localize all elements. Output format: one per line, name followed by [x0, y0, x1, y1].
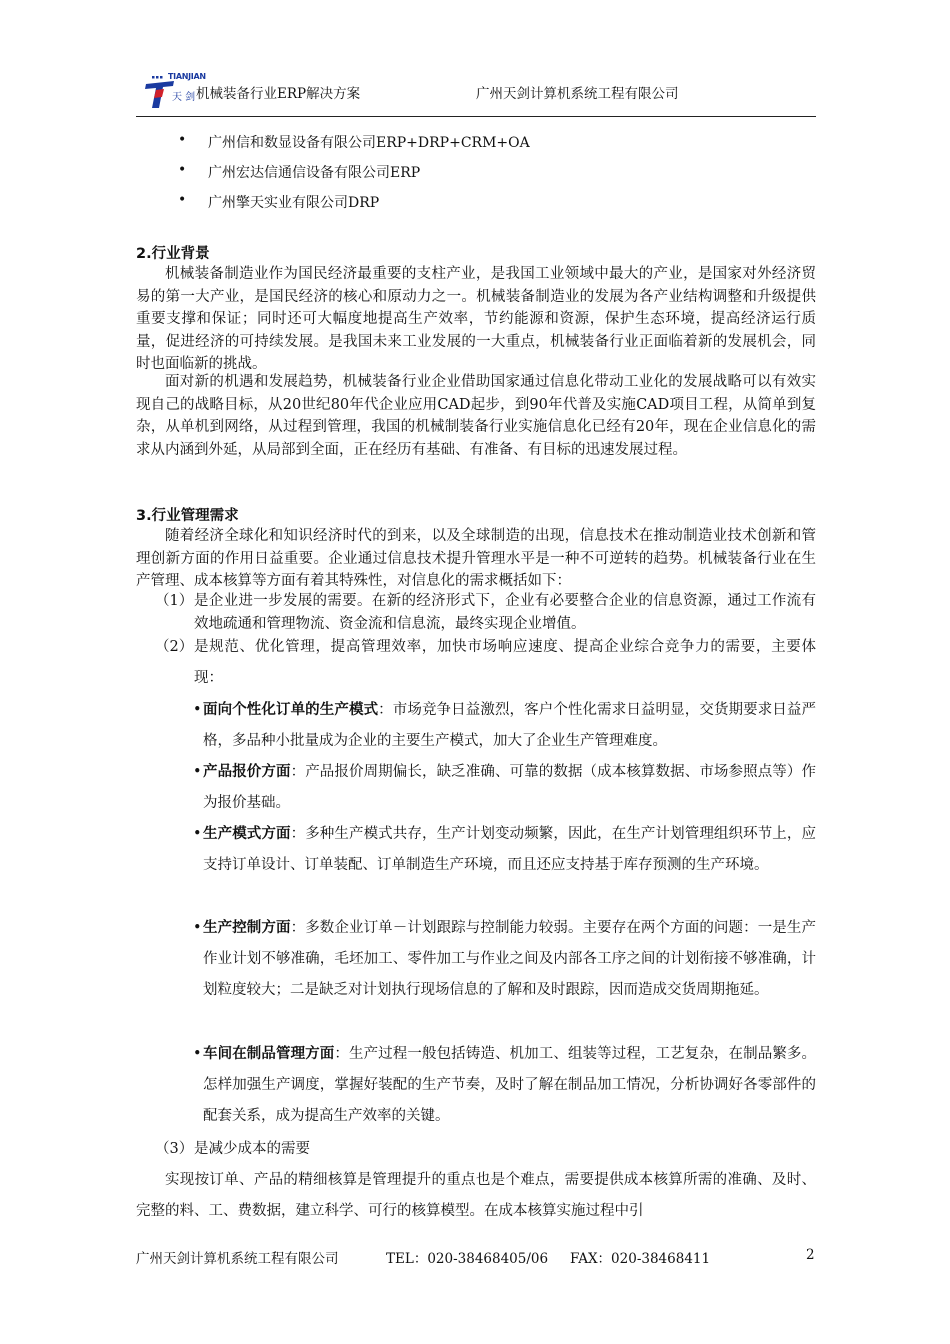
- item-text: 是企业进一步发展的需要。在新的经济形式下，企业有必要整合企业的信息资源，通过工作流有效地疏通和管理物流、资金流和信息流，最终实现企业增值。: [194, 593, 816, 632]
- header-company-name: 广州天剑计算机系统工程有限公司: [476, 86, 679, 102]
- section-title-industry-background: 2.行业背景: [136, 246, 210, 262]
- page-header: [136, 68, 816, 117]
- subitem-title: 生产控制方面: [203, 920, 291, 936]
- bullet-icon: •: [193, 764, 202, 780]
- item-number: （3）: [155, 1141, 194, 1157]
- item-text: 是减少成本的需要: [194, 1141, 310, 1157]
- logo-text-cn: 天 剑: [172, 92, 196, 103]
- paragraph: 实现按订单、产品的精细核算是管理提升的重点也是个难点，需要提供成本核算所需的准确、及时、完整的料、工、费数据，建立科学、可行的核算模型。在成本核算实施过程中引: [136, 1172, 816, 1219]
- bullet-icon: •: [178, 192, 187, 208]
- subitem-text: ：多数企业订单－计划跟踪与控制能力较弱。主要存在两个方面的问题：一是生产作业计划不够准确，毛坯加工、零件加工与作业之间及内部各工序之间的计划衔接不够准确，计划粒度较大；二是缺乏对计划执行现场信息的了解和及时跟踪，因而造成交货周期拖延。: [203, 920, 817, 998]
- subitem-title: 面向个性化订单的生产模式: [203, 702, 379, 718]
- section-title-management-needs: 3.行业管理需求: [136, 508, 239, 524]
- paragraph: 随着经济全球化和知识经济时代的到来，以及全球制造的出现，信息技术在推动制造业技术创新和管理创新方面的作用日益重要。企业通过信息技术提升管理水平是一种不可逆转的趋势。机械装备行业在生产管理、成本核算等方面有着其特殊性，对信息化的需求概括如下：: [136, 528, 816, 589]
- subitem-text: ：生产过程一般包括铸造、机加工、组装等过程，工艺复杂，在制品繁多。怎样加强生产调度，掌握好装配的生产节奏，及时了解在制品加工情况，分析协调好各零部件的配套关系，成为提高生产效率的关键。: [203, 1046, 817, 1124]
- header-solution-title: 机械装备行业ERP解决方案: [196, 86, 361, 102]
- footer-company: 广州天剑计算机系统工程有限公司: [136, 1251, 339, 1267]
- subitem-text: ：产品报价周期偏长，缺乏准确、可靠的数据（成本核算数据、市场参照点等）作为报价基础。: [203, 764, 817, 811]
- item-number: （1）: [155, 593, 194, 609]
- subitem-title: 产品报价方面: [203, 764, 291, 780]
- subitem-text: ：多种生产模式共存，生产计划变动频繁，因此，在生产计划管理组织环节上，应支持订单设计、订单装配、订单制造生产环境，而且还应支持基于库存预测的生产环境。: [203, 826, 817, 873]
- subitem-text: ：市场竞争日益激烈，客户个性化需求日益明显，交货期要求日益严格，多品种小批量成为企业的主要生产模式，加大了企业生产管理难度。: [203, 702, 816, 749]
- footer-fax: FAX：020-38468411: [570, 1251, 711, 1267]
- paragraph: 机械装备制造业作为国民经济最重要的支柱产业，是我国工业领域中最大的产业，是国家对外经济贸易的第一大产业，是国民经济的核心和原动力之一。机械装备制造业的发展为各产业结构调整和升级提供重要支撑和保证；同时还可大幅度地提高生产效率，节约能源和资源，保护生态环境，提高经济运行质量，促进经济的可持续发展。是我国未来工业发展的一大重点，机械装备行业正面临着新的发展机会，同时也面临新的挑战。: [136, 266, 816, 372]
- item-text: 是规范、优化管理，提高管理效率，加快市场响应速度、提高企业综合竞争力的需要，主要体现：: [194, 639, 816, 686]
- logo-text-en: TIANJIAN: [168, 72, 206, 81]
- paragraph: 面对新的机遇和发展趋势，机械装备行业企业借助国家通过信息化带动工业化的发展战略可以有效实现自己的战略目标，从20世纪80年代企业应用CAD起步，到90年代普及实施CAD项目工程，从简单到复杂，从单机到网络，从过程到管理，我国的机械制装备行业实施信息化已经有20年，现在企业信息化的需求从内涵到外延，从局部到全面，正在经历有基础、有准备、有目标的迅速发展过程。: [136, 374, 816, 458]
- item-number: （2）: [155, 639, 194, 655]
- bullet-icon: •: [193, 1046, 202, 1062]
- bullet-icon: •: [193, 702, 202, 718]
- bullet-icon: •: [178, 162, 187, 178]
- client-name: 广州擎天实业有限公司DRP: [208, 195, 380, 211]
- bullet-icon: •: [193, 920, 202, 936]
- subitem-title: 生产模式方面: [203, 826, 291, 842]
- page-number: 2: [806, 1247, 815, 1263]
- footer-tel: TEL：020-38468405/06: [386, 1251, 549, 1267]
- bullet-icon: •: [193, 826, 202, 842]
- bullet-icon: •: [178, 132, 187, 148]
- subitem-title: 车间在制品管理方面: [203, 1046, 335, 1062]
- client-name: 广州宏达信通信设备有限公司ERP: [208, 165, 421, 181]
- client-name: 广州信和数显设备有限公司ERP+DRP+CRM+OA: [208, 135, 530, 151]
